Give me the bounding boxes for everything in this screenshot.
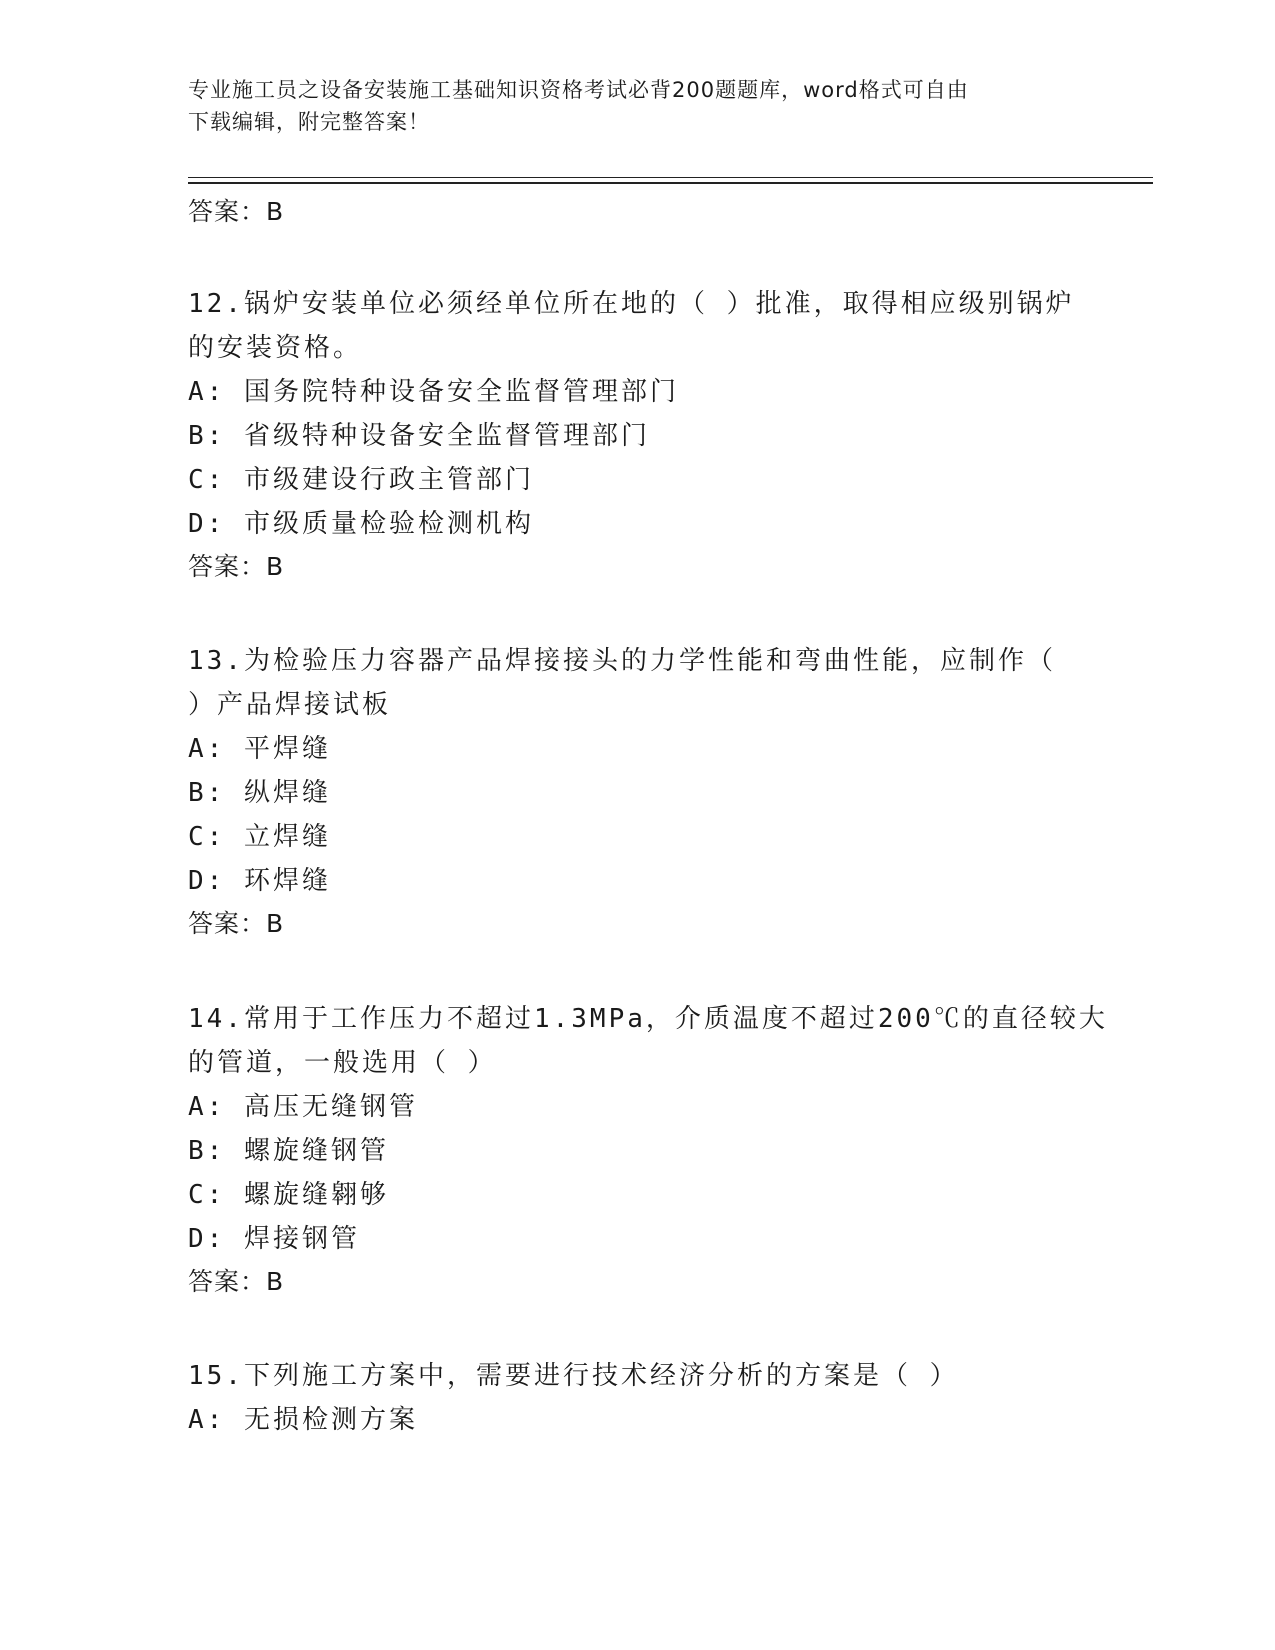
question-12-option-b: B: 省级特种设备安全监督管理部门 <box>188 421 650 451</box>
question-13-line-2: ）产品焊接试板 <box>188 690 392 720</box>
answer-12: 答案：B <box>188 552 285 581</box>
question-13-option-d: D: 环焊缝 <box>188 866 331 896</box>
header-divider-thick <box>188 182 1153 184</box>
answer-11: 答案：B <box>188 197 285 226</box>
question-12-line-1: 12.锅炉安装单位必须经单位所在地的（ ）批准，取得相应级别锅炉 <box>188 289 1075 319</box>
question-15-option-a: A: 无损检测方案 <box>188 1405 418 1435</box>
question-14-option-b: B: 螺旋缝钢管 <box>188 1136 389 1166</box>
question-14-line-2: 的管道，一般选用（ ） <box>188 1048 497 1078</box>
question-12-option-a: A: 国务院特种设备安全监督管理部门 <box>188 377 679 407</box>
question-14-option-a: A: 高压无缝钢管 <box>188 1092 418 1122</box>
header-line-2: 下载编辑，附完整答案！ <box>188 110 430 134</box>
question-12-line-2: 的安装资格。 <box>188 333 363 363</box>
header-line-1: 专业施工员之设备安装施工基础知识资格考试必背200题题库，word格式可自由 <box>188 78 969 102</box>
question-12-option-d: D: 市级质量检验检测机构 <box>188 509 534 539</box>
question-13-option-a: A: 平焊缝 <box>188 734 331 764</box>
header-divider-thin <box>188 177 1153 178</box>
answer-14: 答案：B <box>188 1267 285 1296</box>
question-12-option-c: C: 市级建设行政主管部门 <box>188 465 534 495</box>
question-14-option-d: D: 焊接钢管 <box>188 1224 360 1254</box>
question-13-line-1: 13.为检验压力容器产品焊接接头的力学性能和弯曲性能，应制作（ <box>188 646 1056 676</box>
question-15-line-1: 15.下列施工方案中，需要进行技术经济分析的方案是（ ） <box>188 1361 959 1391</box>
question-13-option-b: B: 纵焊缝 <box>188 778 331 808</box>
answer-13: 答案：B <box>188 909 285 938</box>
question-14-line-1: 14.常用于工作压力不超过1.3MPa，介质温度不超过200℃的直径较大 <box>188 1004 1108 1034</box>
question-13-option-c: C: 立焊缝 <box>188 822 331 852</box>
document-header <box>188 74 1088 138</box>
question-14-option-c: C: 螺旋缝翱够 <box>188 1180 389 1210</box>
